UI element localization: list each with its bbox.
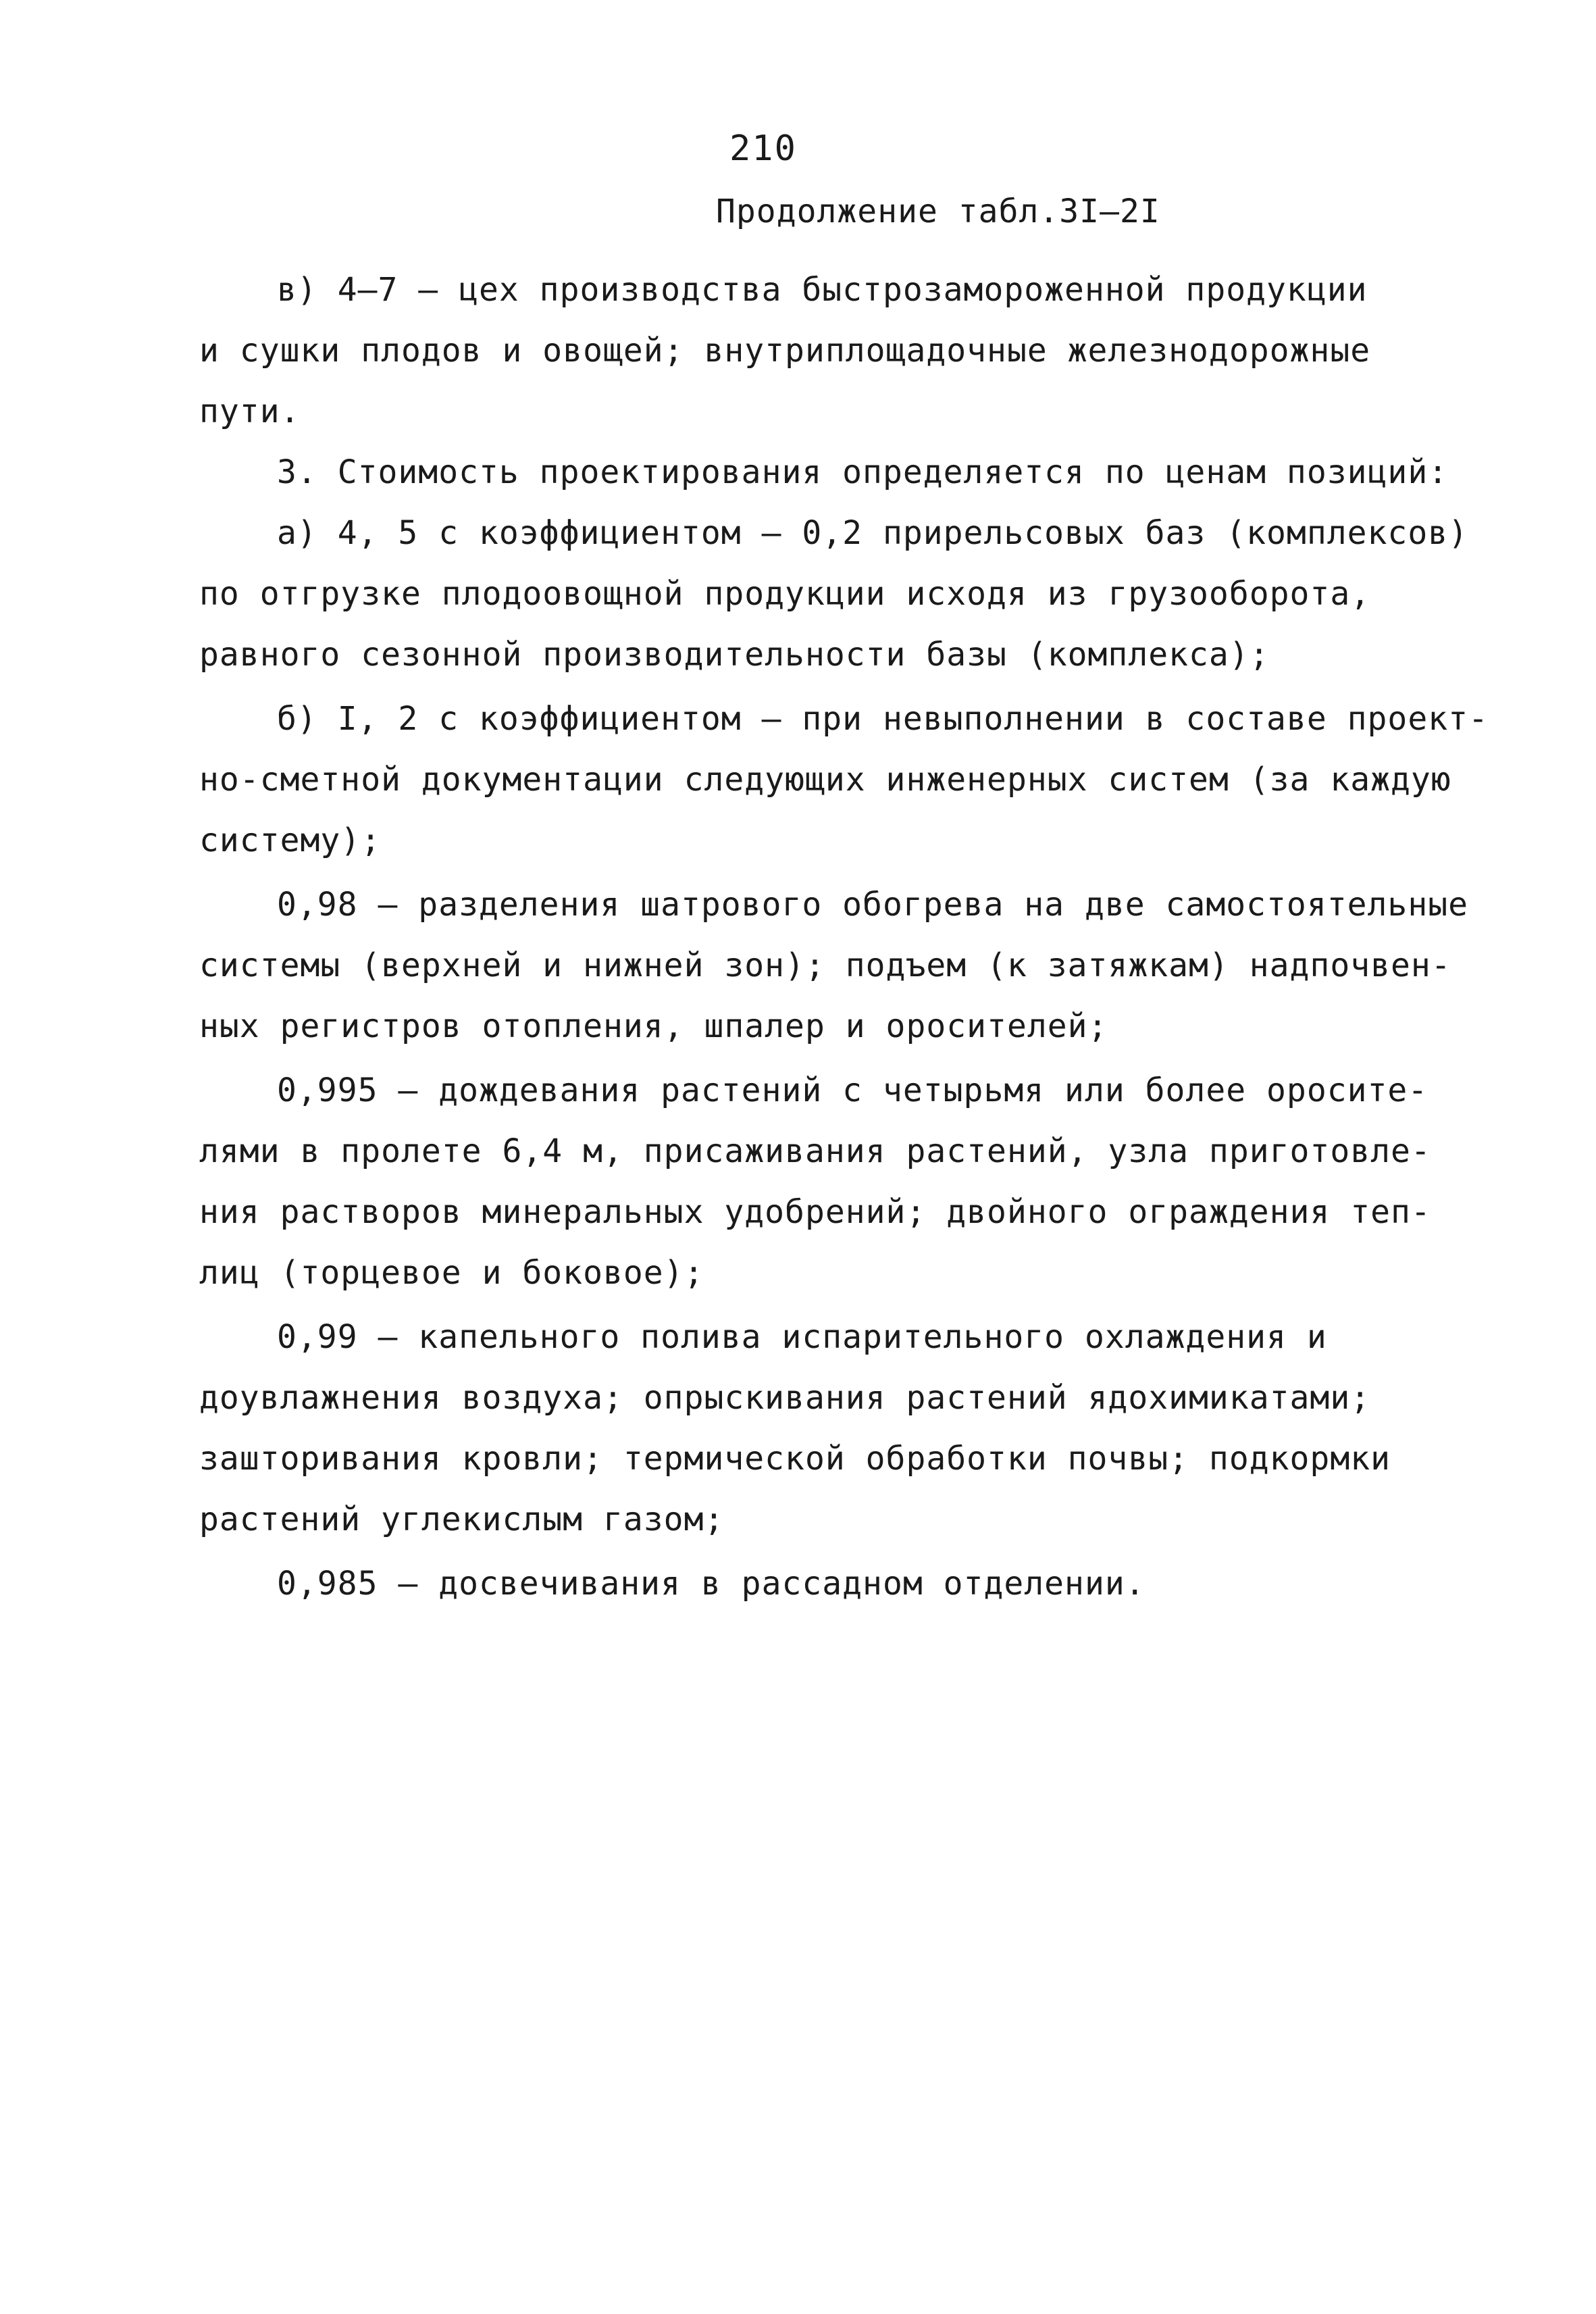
text-line: и сушки плодов и овощей; внутриплощадочные железнодорожные [199, 332, 1371, 370]
text-line: б) I, 2 с коэффициентом – при невыполнении в составе проект- [277, 700, 1489, 738]
text-line: систему); [199, 822, 382, 859]
text-line: в) 4–7 – цех производства быстрозамороженной продукции [277, 271, 1368, 309]
text-line: зашторивания кровли; термической обработки почвы; подкормки [199, 1440, 1391, 1478]
text-line: системы (верхней и нижней зон); подъем (к затяжкам) надпочвен- [199, 947, 1451, 984]
text-line: 3. Стоимость проектирования определяется по ценам позиций: [277, 453, 1449, 491]
text-line: 0,99 – капельного полива испарительного охлаждения и [277, 1318, 1327, 1356]
text-line: ния растворов минеральных удобрений; двойного ограждения теп- [199, 1193, 1431, 1231]
text-line: ных регистров отопления, шпалер и оросителей; [199, 1007, 1108, 1045]
text-line: но-сметной документации следующих инженерных систем (за каждую [199, 761, 1451, 799]
text-line: лями в пролете 6,4 м, присаживания растений, узла приготовле- [199, 1132, 1431, 1170]
text-line: а) 4, 5 с коэффициентом – 0,2 прирельсовых баз (комплексов) [277, 514, 1469, 552]
text-line: по отгрузке плодоовощной продукции исходя из грузооборота, [199, 575, 1371, 613]
table-continuation-caption: Продолжение табл.3I–2I [716, 193, 1160, 230]
text-line: растений углекислым газом; [199, 1501, 725, 1538]
text-line: доувлажнения воздуха; опрыскивания растений ядохимикатами; [199, 1379, 1371, 1417]
page-number: 210 [729, 128, 797, 169]
text-line: лиц (торцевое и боковое); [199, 1254, 704, 1292]
text-line: 0,985 – досвечивания в рассадном отделении. [277, 1565, 1145, 1603]
text-line: 0,98 – разделения шатрового обогрева на две самостоятельные [277, 886, 1469, 924]
text-line: 0,995 – дождевания растений с четырьмя или более оросите- [277, 1072, 1428, 1109]
text-line: равного сезонной производительности базы (комплекса); [199, 636, 1270, 674]
text-line: пути. [199, 393, 301, 430]
